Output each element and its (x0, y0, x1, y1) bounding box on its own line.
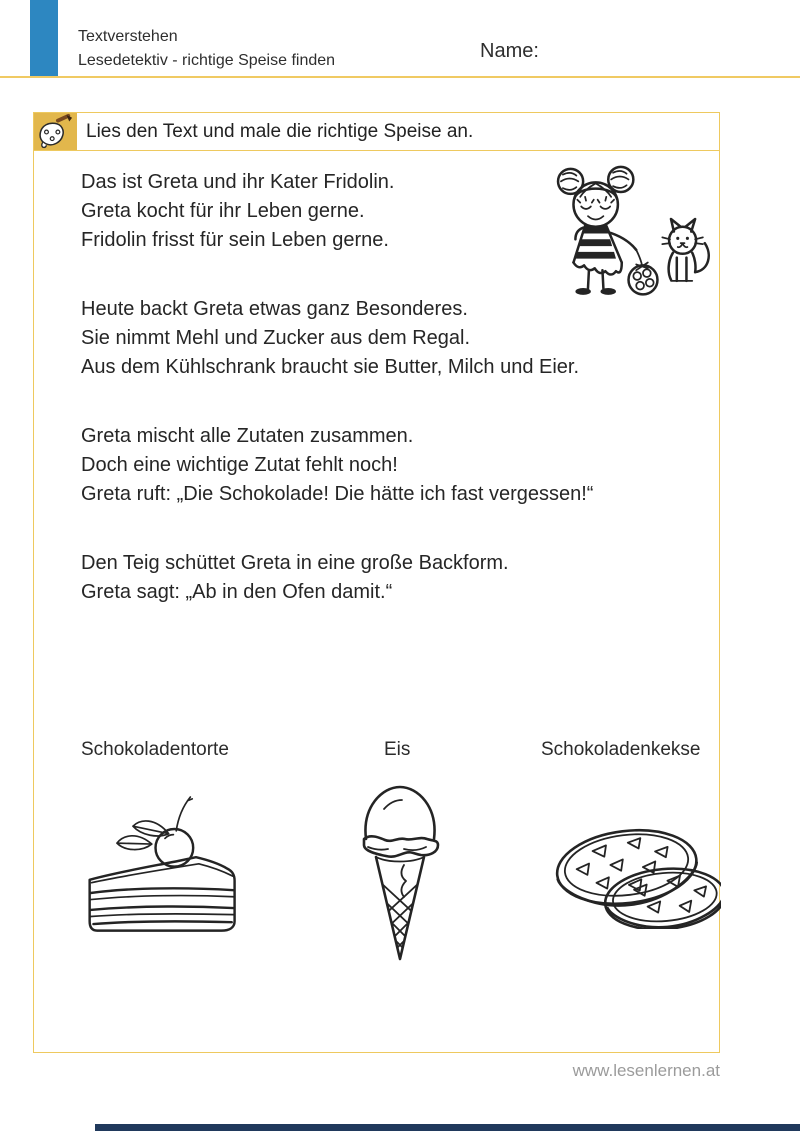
story-line: Den Teig schüttet Greta in eine große Backform. (81, 552, 509, 574)
chocolate-cake-image[interactable] (84, 785, 244, 937)
story-line: Greta ruft: „Die Schokolade! Die hätte ich fast vergessen!“ (81, 483, 594, 505)
story-line: Sie nimmt Mehl und Zucker aus dem Regal. (81, 327, 471, 349)
story-paragraph (81, 422, 681, 509)
option-label-schokoladenkekse: Schokoladenkekse (541, 739, 701, 760)
story-line: Greta sagt: „Ab in den Ofen damit.“ (81, 581, 393, 603)
website-link: www.lesenlernen.at (572, 1061, 720, 1080)
story-line: Greta kocht für ihr Leben gerne. (81, 200, 365, 222)
header-divider (0, 76, 800, 78)
story-line: Doch eine wichtige Zutat fehlt noch! (81, 454, 398, 476)
worksheet-content-box (33, 151, 720, 1053)
story-line: Fridolin frisst für sein Leben gerne. (81, 229, 389, 251)
name-label: Name: (480, 40, 539, 62)
header (78, 25, 335, 73)
ice-cream-image[interactable] (354, 779, 446, 963)
girl-with-cat-illustration (544, 164, 714, 304)
instruction-text: Lies den Text und male die richtige Speise an. (86, 120, 474, 142)
worksheet-category: Textverstehen (78, 28, 178, 45)
story-line: Heute backt Greta etwas ganz Besonderes. (81, 298, 468, 320)
footer-accent-bar (95, 1124, 800, 1131)
story-line: Das ist Greta und ihr Kater Fridolin. (81, 171, 395, 193)
story-paragraph (81, 549, 681, 607)
cookies-image[interactable] (539, 817, 721, 929)
instruction-box (33, 112, 720, 151)
header-accent-bar (30, 0, 58, 76)
story-paragraph (81, 295, 681, 382)
option-label-schokoladentorte: Schokoladentorte (81, 739, 229, 760)
story-line: Greta mischt alle Zutaten zusammen. (81, 425, 414, 447)
paint-palette-icon (34, 113, 77, 150)
option-label-eis: Eis (384, 739, 411, 760)
story-line: Aus dem Kühlschrank braucht sie Butter, Milch und Eier. (81, 356, 580, 378)
worksheet-subtitle: Lesedetektiv - richtige Speise finden (78, 52, 336, 69)
